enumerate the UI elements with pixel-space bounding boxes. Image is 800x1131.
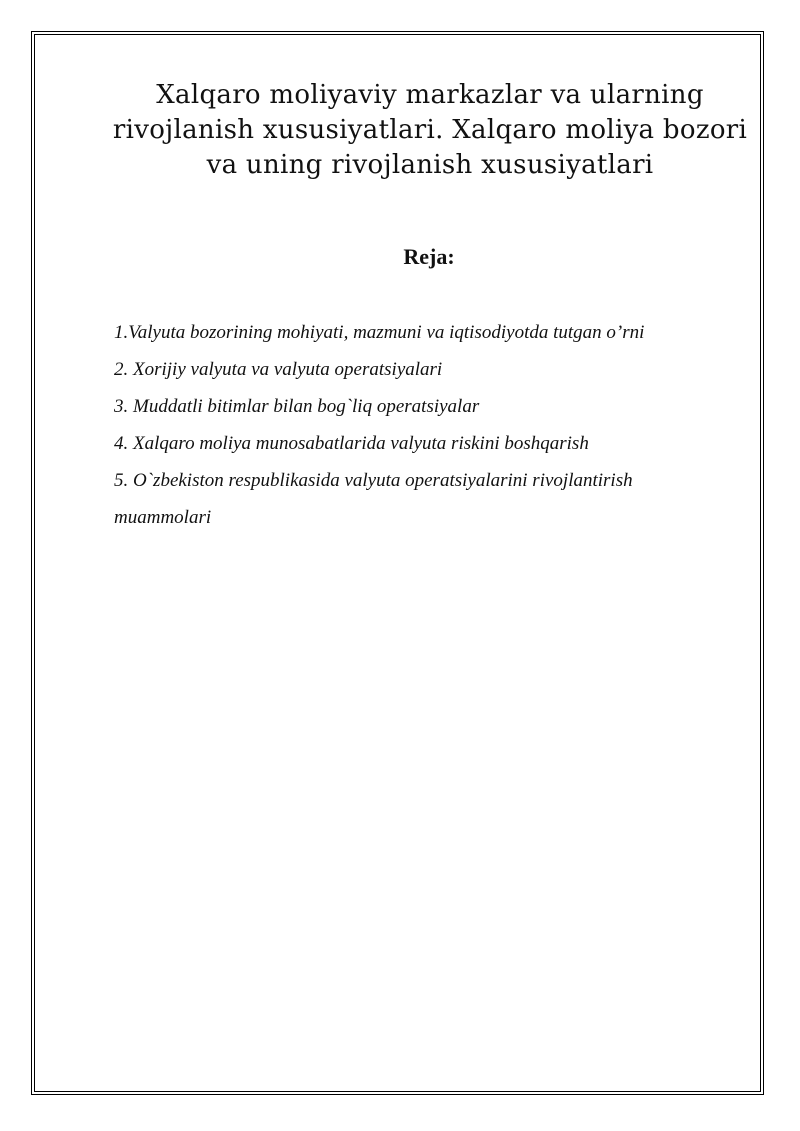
document-title [60, 78, 800, 183]
plan-item-continuation: muammolari [114, 507, 212, 528]
title-line: rivojlanish xususiyatlari. Xalqaro moliya bozori [112, 115, 748, 145]
plan-item: 2. Xorijiy valyuta va valyuta operatsiyalari [114, 359, 443, 380]
plan-item: 1.Valyuta bozorining mohiyati, mazmuni va iqtisodiyotda tutgan o’rni [114, 322, 645, 343]
plan-list [114, 314, 734, 536]
plan-item: 3. Muddatli bitimlar bilan bog`liq operatsiyalar [114, 396, 480, 417]
title-line: Xalqaro moliyaviy markazlar va ularning [156, 80, 704, 110]
plan-item: 5. O`zbekiston respublikasida valyuta operatsiyalarini rivojlantirish [114, 470, 633, 491]
plan-item: 4. Xalqaro moliya munosabatlarida valyuta riskini boshqarish [114, 433, 589, 454]
page-border [31, 31, 764, 1095]
plan-heading: Reja: [403, 244, 455, 269]
title-line: va uning rivojlanish xususiyatlari [206, 150, 654, 180]
